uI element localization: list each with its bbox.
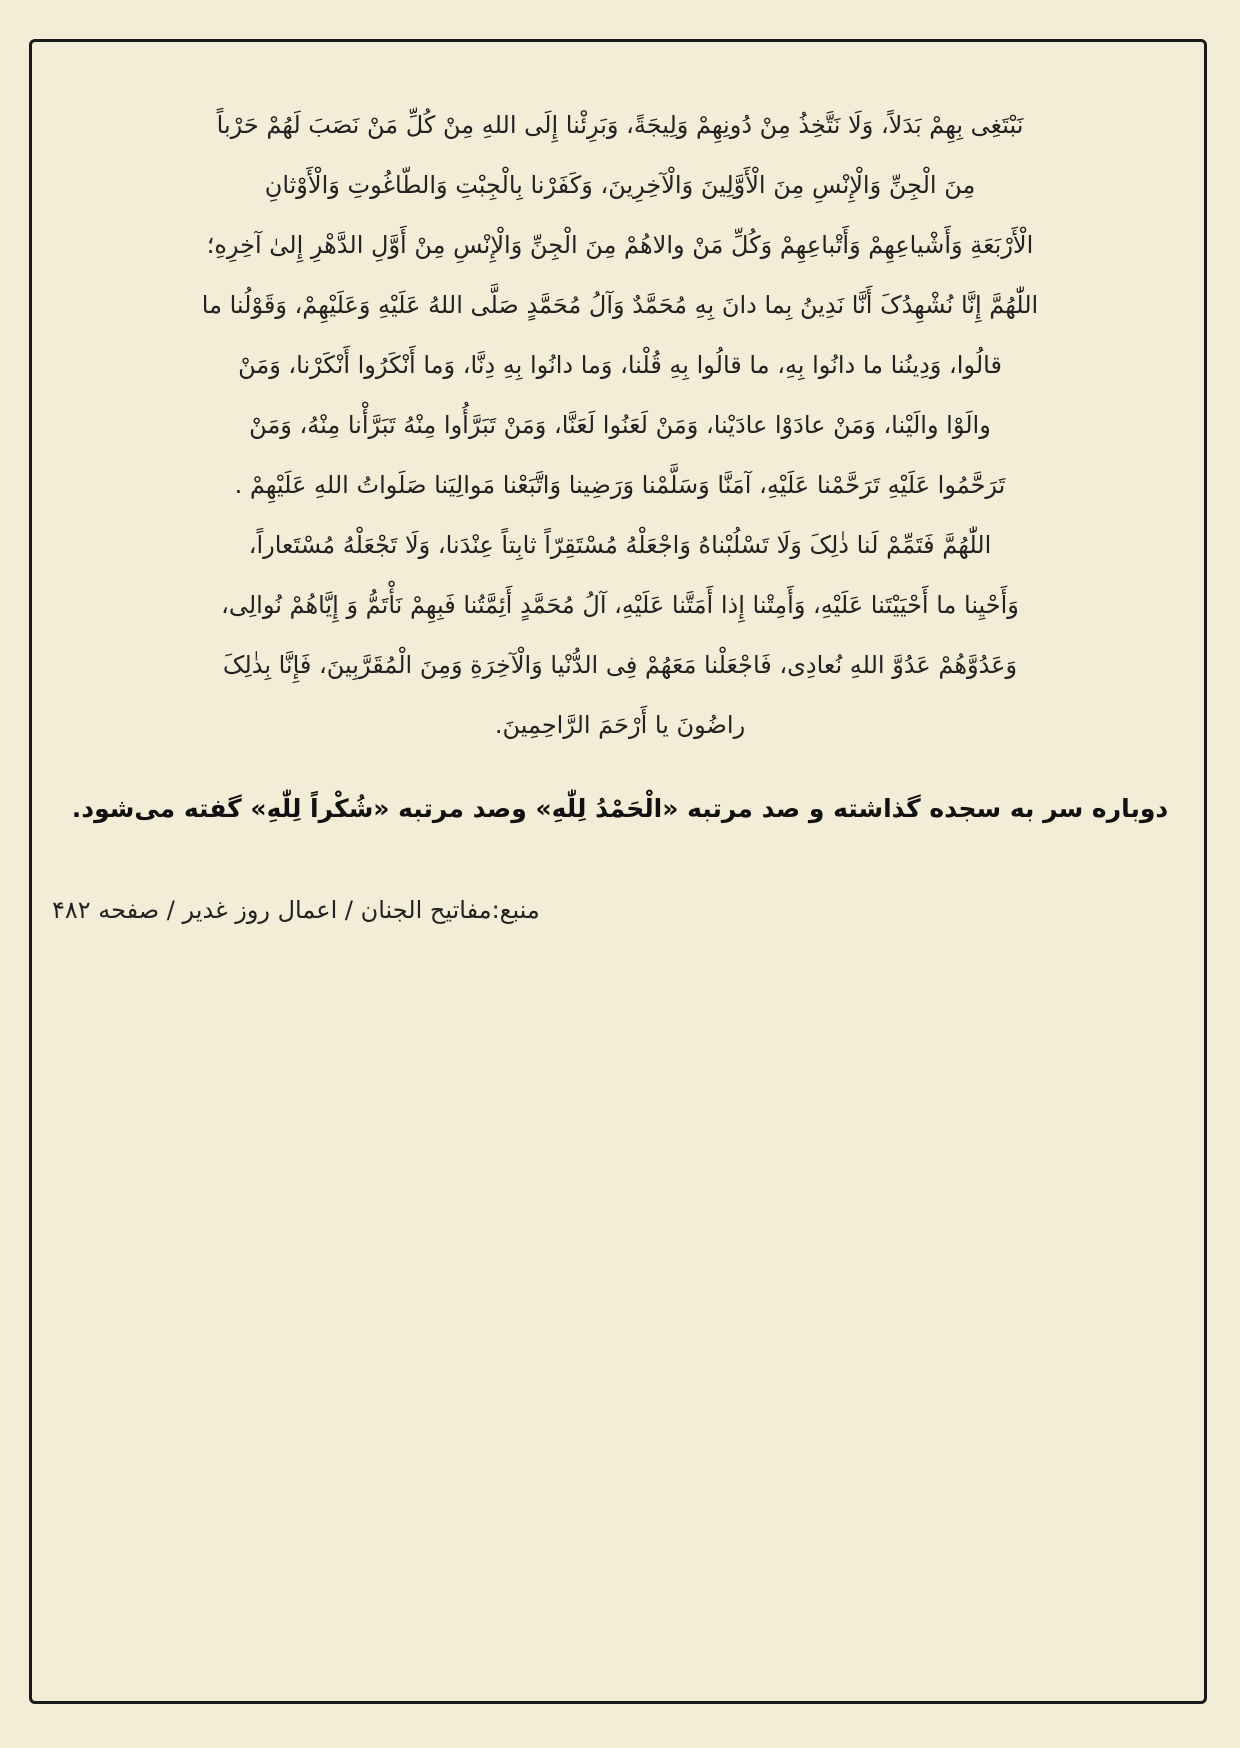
prayer-line: راضُونَ یا أَرْحَمَ الرَّاحِمِینَ. [494,711,746,739]
source-text: منبع:مفاتیح الجنان / اعمال روز غدیر / صفحه ۴۸۲ [52,896,540,924]
prayer-text [52,95,1188,755]
document-body [52,95,1188,839]
prayer-line: مِنَ الْجِنِّ وَالْإِنْسِ مِنَ الْأَوَّلِینَ وَالْآخِرِینَ، وَکَفَرْنا بِالْجِبْتِ وَالطّاغُوتِ وَالْأَوْثانِ [264,171,976,199]
prayer-line: الْأَرْبَعَةِ وَأَشْیاعِهِمْ وَأَتْباعِهِمْ وَکُلِّ مَنْ والاهُمْ مِنَ الْجِنِّ وَالْإِنْسِ مِنْ أَوَّلِ الدَّهْرِ إِلیٰ آخِرِهِ؛ [206,231,1034,259]
prayer-line: اللّٰهُمَّ فَتَمِّمْ لَنا ذٰلِکَ وَلَا تَسْلُبْناهُ وَاجْعَلْهُ مُسْتَقِرّاً ثابِتاً عِنْدَنا، وَلَا تَجْعَلْهُ مُسْتَعاراً، [248,531,992,559]
prayer-line: وَعَدُوَّهُمْ عَدُوَّ اللهِ نُعادِی، فَاجْعَلْنا مَعَهُمْ فِی الدُّنْیا وَالْآخِرَةِ وَمِنَ الْمُقَرَّبِینَ، فَإِنَّا بِذٰلِکَ [222,651,1018,679]
prayer-line: قالُوا، وَدِینُنا ما دانُوا بِهِ، ما قالُوا بِهِ قُلْنا، وَما دانُوا بِهِ دِنَّا، وَما أَنْکَرُوا أَنْکَرْنا، وَمَنْ [238,351,1002,379]
instruction-text: دوباره سر به سجده گذاشته و صد مرتبه «الْحَمْدُ لِلّٰهِ» وصد مرتبه «شُکْراً لِلّٰهِ» گفته می‌شود. [71,794,1169,823]
prayer-line: اللّٰهُمَّ إِنَّا نُشْهِدُکَ أَنَّا نَدِینُ بِما دانَ بِهِ مُحَمَّدٌ وَآلُ مُحَمَّدٍ صَلَّی اللهُ عَلَیْهِ وَعَلَیْهِمْ، وَقَوْلُنا ما [201,291,1039,319]
prayer-line: وَأَحْیِنا ما أَحْیَیْتَنا عَلَیْهِ، وَأَمِتْنا إِذا أَمَتَّنا عَلَیْهِ، آلُ مُحَمَّدٍ أَئِمَّتُنا فَبِهِمْ نَأْتَمُّ وَ إِیَّاهُمْ نُوالِی، [221,591,1019,619]
prayer-line: تَرَحَّمُوا عَلَیْهِ تَرَحَّمْنا عَلَیْهِ، آمَنَّا وَسَلَّمْنا وَرَضِینا وَاتَّبَعْنا مَوالِیَنا صَلَواتُ اللهِ عَلَیْهِمْ . [234,471,1006,499]
prayer-line: والَوْا والَیْنا، وَمَنْ عادَوْا عادَیْنا، وَمَنْ لَعَنُوا لَعَنَّا، وَمَنْ تَبَرَّأُوا مِنْهُ تَبَرَّأْنا مِنْهُ، وَمَنْ [249,411,991,439]
source-citation [52,890,620,930]
prayer-line: نَبْتَغِی بِهِمْ بَدَلاً، وَلَا نَتَّخِذُ مِنْ دُونِهِمْ وَلِیجَةً، وَبَرِئْنا إِلَی اللهِ مِنْ کُلِّ مَنْ نَصَبَ لَهُمْ حَرْباً [216,111,1024,139]
